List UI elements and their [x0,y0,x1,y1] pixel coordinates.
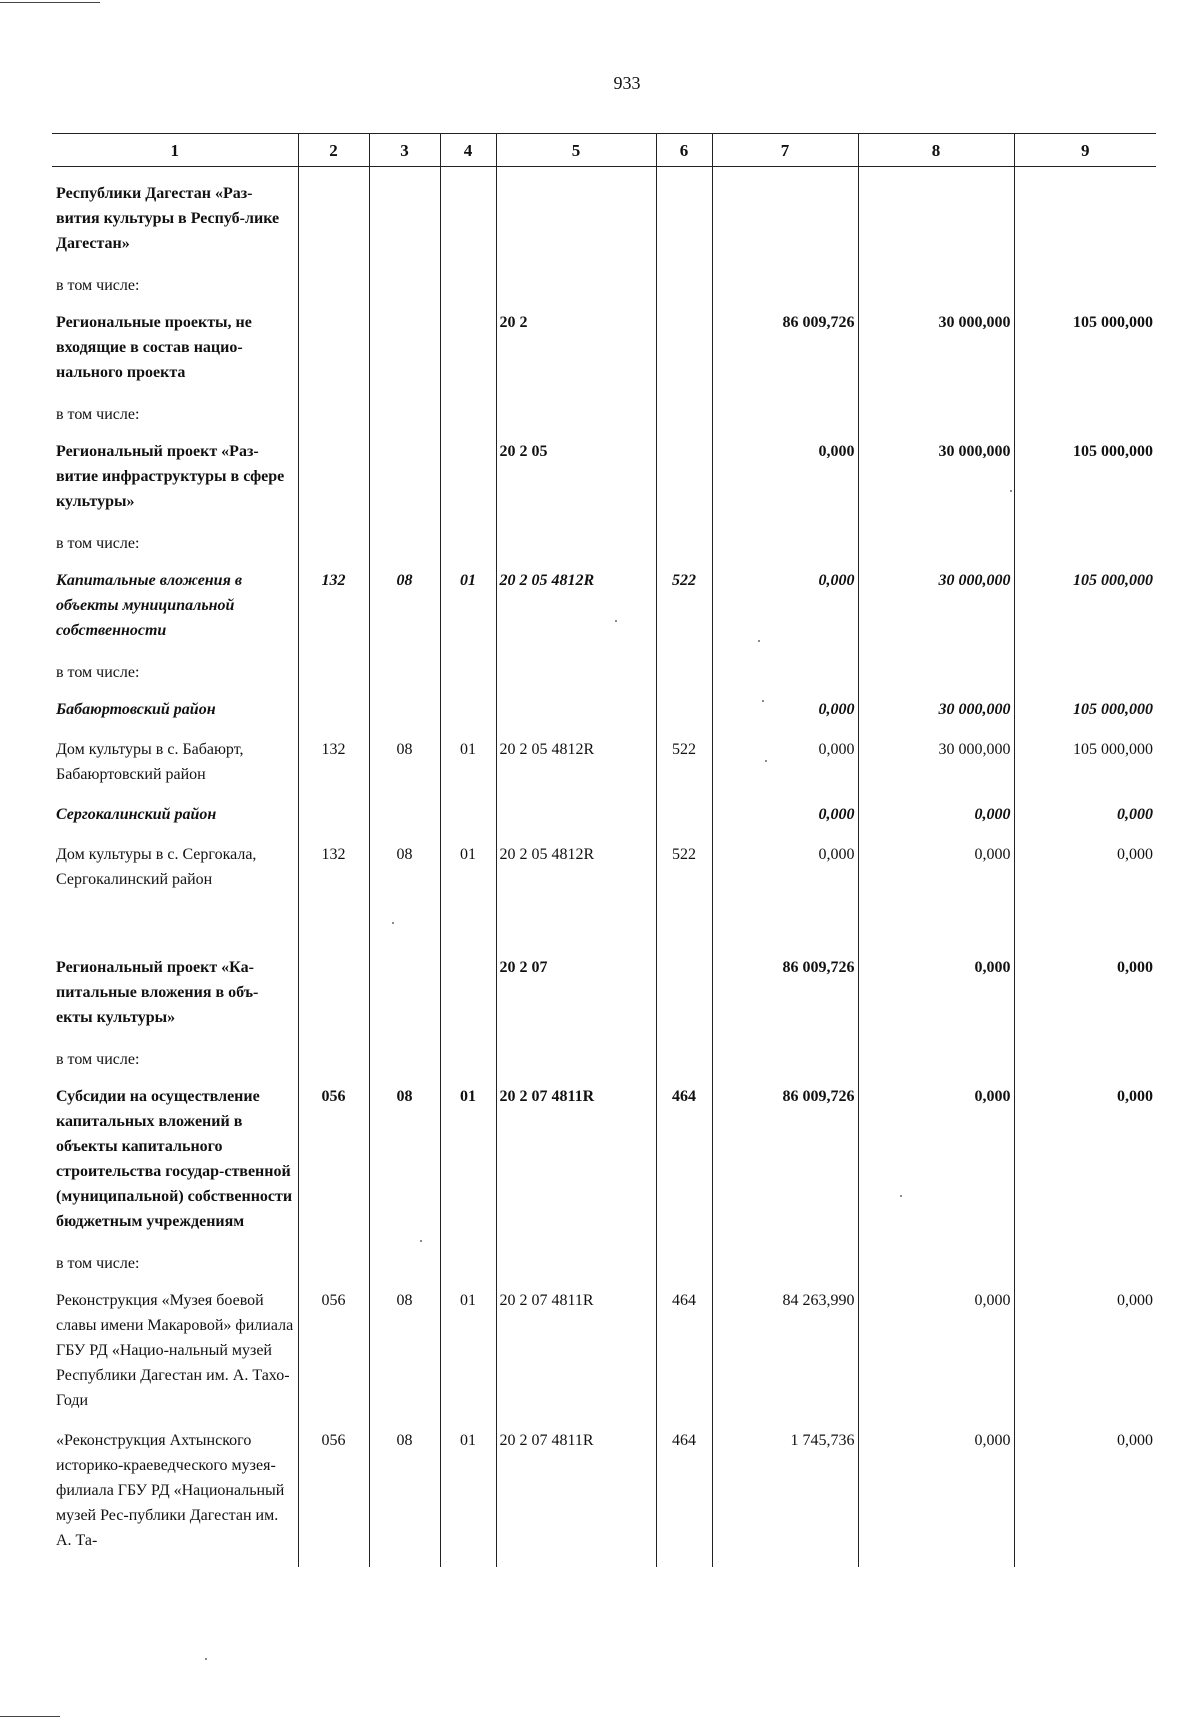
cell-c4: 01 [440,1288,496,1428]
cell-c4: 01 [440,568,496,658]
cell-c7 [712,907,858,955]
cell-c4 [440,658,496,697]
cell-c9: 105 000,000 [1014,697,1156,737]
cell-c7 [712,658,858,697]
cell-c3 [369,167,440,272]
table-row [52,737,1156,802]
cell-c9 [1014,529,1156,568]
cell-c2: 132 [298,737,369,802]
table-row [52,1428,1156,1567]
cell-c6 [656,955,712,1045]
table-row [52,529,1156,568]
table-row [52,802,1156,842]
cell-c7: 0,000 [712,842,858,907]
cell-c6 [656,310,712,400]
cell-c8 [858,907,1014,955]
row-label: Региональный проект «Раз-витие инфраструктуры в сфере культуры» [56,443,285,510]
table-row [52,439,1156,529]
cell-c7: 86 009,726 [712,310,858,400]
cell-c5 [496,1045,656,1084]
cell-c8: 0,000 [858,1288,1014,1428]
cell-c6 [656,697,712,737]
cell-c2 [298,1045,369,1084]
cell-c3 [369,271,440,310]
table-row [52,1249,1156,1288]
cell-c8 [858,167,1014,272]
cell-c2 [298,529,369,568]
cell-c9 [1014,400,1156,439]
table-row [52,400,1156,439]
row-label: Региональные проекты, не входящие в состав нацио-нального проекта [56,314,252,381]
column-header: 1 [52,134,298,167]
row-label [52,907,298,955]
cell-c7 [712,1045,858,1084]
cell-c8: 30 000,000 [858,310,1014,400]
scan-speck [762,700,764,702]
column-header: 5 [496,134,656,167]
cell-c3: 08 [369,568,440,658]
cell-c4 [440,697,496,737]
cell-c4: 01 [440,737,496,802]
cell-c3 [369,658,440,697]
cell-c6: 464 [656,1084,712,1249]
scan-edge-mark [0,2,100,3]
cell-c8: 0,000 [858,1084,1014,1249]
cell-c9: 0,000 [1014,955,1156,1045]
cell-c9 [1014,1249,1156,1288]
cell-c9: 105 000,000 [1014,737,1156,802]
cell-c4 [440,439,496,529]
cell-c9 [1014,167,1156,272]
cell-c9: 0,000 [1014,1084,1156,1249]
row-label: Республики Дагестан «Раз-вития культуры в Респуб-лике Дагестан» [56,185,280,252]
cell-c6 [656,658,712,697]
column-header: 6 [656,134,712,167]
cell-c8: 30 000,000 [858,568,1014,658]
cell-c6 [656,271,712,310]
cell-c5: 20 2 07 4811R [496,1288,656,1428]
table-body [52,167,1156,1568]
cell-c9: 105 000,000 [1014,439,1156,529]
cell-c3 [369,1045,440,1084]
page-number: 933 [613,73,641,93]
cell-c9 [1014,907,1156,955]
cell-c5 [496,271,656,310]
column-header: 8 [858,134,1014,167]
cell-c2 [298,802,369,842]
table-row [52,1288,1156,1428]
cell-c3 [369,439,440,529]
row-label: Капитальные вложения в объекты муниципальной собственности [56,572,242,639]
cell-c5 [496,907,656,955]
cell-c3 [369,697,440,737]
cell-c2 [298,955,369,1045]
cell-c6 [656,400,712,439]
cell-c7: 84 263,990 [712,1288,858,1428]
row-label: в том числе: [56,1051,140,1068]
column-header: 2 [298,134,369,167]
cell-c9: 0,000 [1014,842,1156,907]
cell-c3 [369,400,440,439]
cell-c6 [656,167,712,272]
cell-c8 [858,271,1014,310]
table-row [52,167,1156,272]
scan-speck [205,1658,207,1660]
cell-c3 [369,529,440,568]
scan-speck [615,620,617,622]
cell-c2: 056 [298,1288,369,1428]
cell-c5: 20 2 07 4811R [496,1084,656,1249]
table-row [52,568,1156,658]
cell-c3: 08 [369,737,440,802]
cell-c5 [496,697,656,737]
cell-c7: 0,000 [712,802,858,842]
cell-c2 [298,658,369,697]
row-label: «Реконструкция Ахтынского историко-краеведческого музея-филиала ГБУ РД «Национальный музей Рес-публики Дагестан им. А. Та- [56,1432,285,1549]
cell-c2 [298,439,369,529]
cell-c8 [858,1249,1014,1288]
cell-c3 [369,1249,440,1288]
cell-c9: 0,000 [1014,802,1156,842]
table-row [52,1084,1156,1249]
column-header: 7 [712,134,858,167]
cell-c8: 30 000,000 [858,737,1014,802]
cell-c7: 0,000 [712,697,858,737]
row-label: в том числе: [56,535,140,552]
cell-c2 [298,1249,369,1288]
cell-c3 [369,955,440,1045]
row-label: Бабаюртовский район [56,701,216,718]
cell-c8 [858,529,1014,568]
scan-speck [392,922,394,924]
cell-c6: 464 [656,1428,712,1567]
budget-table [52,133,1156,1567]
cell-c6 [656,529,712,568]
cell-c8 [858,658,1014,697]
column-header: 4 [440,134,496,167]
cell-c2: 056 [298,1084,369,1249]
cell-c8 [858,1045,1014,1084]
cell-c2 [298,167,369,272]
scan-edge-mark [0,1716,60,1717]
cell-c9 [1014,271,1156,310]
cell-c3: 08 [369,1428,440,1567]
cell-c5: 20 2 05 [496,439,656,529]
cell-c3: 08 [369,1288,440,1428]
cell-c9 [1014,1045,1156,1084]
row-label: Дом культуры в с. Сергокала, Сергокалинский район [56,846,257,888]
cell-c7 [712,400,858,439]
cell-c6: 464 [656,1288,712,1428]
row-label: в том числе: [56,1255,140,1272]
cell-c8: 0,000 [858,802,1014,842]
cell-c2 [298,400,369,439]
cell-c7: 86 009,726 [712,955,858,1045]
cell-c2 [298,697,369,737]
cell-c3: 08 [369,1084,440,1249]
cell-c4 [440,1249,496,1288]
cell-c6: 522 [656,842,712,907]
cell-c3: 08 [369,842,440,907]
cell-c4 [440,400,496,439]
cell-c8: 0,000 [858,842,1014,907]
cell-c3 [369,310,440,400]
table-row [52,658,1156,697]
cell-c5: 20 2 07 [496,955,656,1045]
cell-c5 [496,529,656,568]
row-label: Реконструкция «Музея боевой славы имени Макаровой» филиала ГБУ РД «Нацио-нальный музей Республики Дагестан им. А. Тахо-Годи [56,1292,294,1409]
row-label: Сергокалинский район [56,806,217,823]
scan-speck [900,1195,902,1197]
cell-c6 [656,1249,712,1288]
scan-speck [1010,490,1012,492]
scan-speck [765,760,767,762]
cell-c4 [440,310,496,400]
cell-c7 [712,529,858,568]
cell-c5 [496,167,656,272]
cell-c7: 0,000 [712,737,858,802]
column-header: 3 [369,134,440,167]
cell-c6 [656,1045,712,1084]
cell-c2 [298,271,369,310]
row-label: в том числе: [56,406,140,423]
cell-c4 [440,955,496,1045]
cell-c5: 20 2 07 4811R [496,1428,656,1567]
cell-c2 [298,310,369,400]
cell-c5 [496,658,656,697]
cell-c4: 01 [440,1428,496,1567]
cell-c6 [656,802,712,842]
cell-c5: 20 2 05 4812R [496,568,656,658]
cell-c6: 522 [656,568,712,658]
cell-c8: 0,000 [858,1428,1014,1567]
cell-c9: 105 000,000 [1014,568,1156,658]
cell-c7: 0,000 [712,439,858,529]
table-row [52,842,1156,907]
cell-c7: 86 009,726 [712,1084,858,1249]
header-row [52,134,1156,167]
cell-c2: 132 [298,568,369,658]
table-row [52,955,1156,1045]
cell-c7: 0,000 [712,568,858,658]
cell-c5: 20 2 [496,310,656,400]
cell-c9 [1014,658,1156,697]
cell-c6: 522 [656,737,712,802]
cell-c3 [369,907,440,955]
cell-c5 [496,1249,656,1288]
row-label: Субсидии на осуществление капитальных вложений в объекты капитального строительства государ-ственной (муниципальной) собственности бюджетным учреждениям [56,1088,293,1230]
column-header: 9 [1014,134,1156,167]
cell-c2: 132 [298,842,369,907]
cell-c8: 30 000,000 [858,439,1014,529]
cell-c9: 0,000 [1014,1288,1156,1428]
cell-c7 [712,1249,858,1288]
row-label: в том числе: [56,277,140,294]
cell-c9: 0,000 [1014,1428,1156,1567]
cell-c8 [858,400,1014,439]
cell-c4 [440,1045,496,1084]
cell-c4: 01 [440,842,496,907]
cell-c7 [712,167,858,272]
table-row [52,310,1156,400]
cell-c8: 30 000,000 [858,697,1014,737]
cell-c9: 105 000,000 [1014,310,1156,400]
cell-c3 [369,802,440,842]
cell-c5 [496,400,656,439]
cell-c5: 20 2 05 4812R [496,842,656,907]
cell-c8: 0,000 [858,955,1014,1045]
row-label: Дом культуры в с. Бабаюрт, Бабаюртовский район [56,741,244,783]
table-row [52,1045,1156,1084]
cell-c2: 056 [298,1428,369,1567]
cell-c4 [440,802,496,842]
table-row [52,907,1156,955]
cell-c6 [656,439,712,529]
cell-c7: 1 745,736 [712,1428,858,1567]
cell-c5 [496,802,656,842]
table-row [52,271,1156,310]
cell-c4 [440,907,496,955]
cell-c4: 01 [440,1084,496,1249]
cell-c4 [440,529,496,568]
cell-c4 [440,271,496,310]
cell-c7 [712,271,858,310]
scan-speck [420,1240,422,1242]
cell-c2 [298,907,369,955]
table-row [52,697,1156,737]
row-label: Региональный проект «Ка-питальные вложения в объ-екты культуры» [56,959,259,1026]
cell-c4 [440,167,496,272]
row-label: в том числе: [56,664,140,681]
cell-c5: 20 2 05 4812R [496,737,656,802]
scan-speck [758,640,760,642]
cell-c6 [656,907,712,955]
